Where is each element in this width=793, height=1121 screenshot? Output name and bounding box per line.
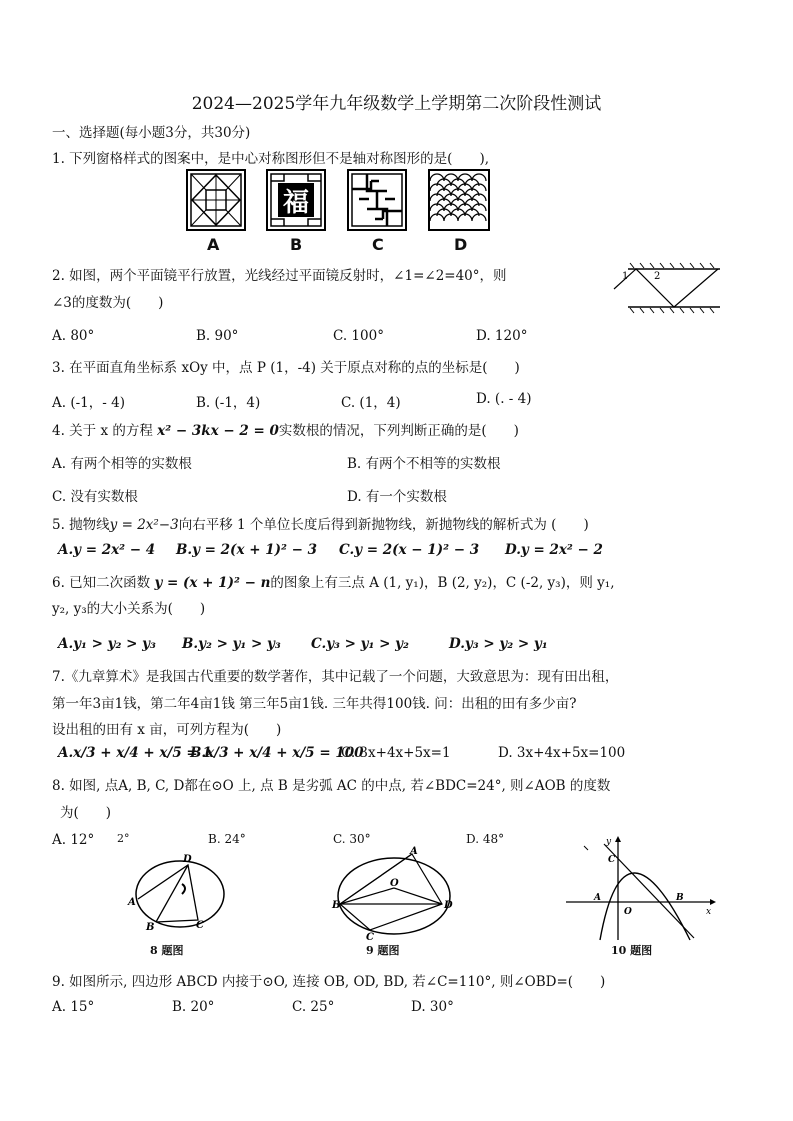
question-2-line2: ∠3的度数为( ) bbox=[52, 295, 164, 311]
q8-option-a[interactable]: A. 12° bbox=[52, 832, 95, 848]
q3-option-b[interactable]: B. (-1，4) bbox=[196, 395, 261, 411]
question-7-line1: 7.《九章算术》是我国古代重要的数学著作，其中记载了一个问题，大致意思为：现有田出租， bbox=[52, 669, 619, 685]
q7-option-b[interactable]: B.x/3 + x/4 + x/5 = 100 bbox=[190, 745, 364, 761]
question-2-line1: 2. 如图，两个平面镜平行放置，光线经过平面镜反射时，∠1=∠2=40°，则 bbox=[52, 268, 507, 284]
f9-label-b: B bbox=[332, 900, 341, 911]
q8-option-a-fragment: 2° bbox=[117, 832, 130, 845]
q5-option-b[interactable]: B.y = 2(x + 1)² − 3 bbox=[176, 542, 318, 558]
question-1-stem: 1. 下列窗格样式的图案中，是中心对称图形但不是轴对称图形的是( ), bbox=[52, 151, 489, 167]
question-7-line2: 第一年3亩1钱，第二年4亩1钱 第三年5亩1钱. 三年共得100钱. 问：出租的田有多少亩? bbox=[52, 696, 577, 712]
q4-option-b[interactable]: B. 有两个不相等的实数根 bbox=[347, 456, 501, 472]
f10-label-b: B bbox=[676, 893, 684, 903]
fu-character: 福 bbox=[282, 188, 310, 218]
q8-option-b[interactable]: B. 24° bbox=[208, 832, 246, 846]
question-5-stem bbox=[52, 513, 589, 533]
q6-option-b[interactable]: B.y₂ > y₁ > y₃ bbox=[182, 636, 281, 652]
figure-10-caption: 10 题图 bbox=[611, 944, 653, 957]
question-8-line1: 8. 如图, 点A, B, C, D都在⊙O 上, 点 B 是劣弧 AC 的中点, 若∠BDC=24°, 则∠AOB 的度数 bbox=[52, 778, 611, 794]
q5-pre: 5. 抛物线 bbox=[52, 517, 110, 533]
question-4-stem bbox=[52, 419, 519, 439]
q2-option-a[interactable]: A. 80° bbox=[52, 328, 95, 344]
q2-option-d[interactable]: D. 120° bbox=[476, 328, 528, 344]
figure-9-circle bbox=[332, 846, 457, 943]
figure-8-caption: 8 题图 bbox=[150, 944, 184, 957]
q4-pre: 4. 关于 x 的方程 bbox=[52, 423, 158, 439]
q4-option-a[interactable]: A. 有两个相等的实数根 bbox=[52, 456, 192, 472]
q2-option-c[interactable]: C. 100° bbox=[333, 328, 384, 344]
q4-equation: x² − 3kx − 2 = 0 bbox=[157, 423, 279, 439]
q2-option-b[interactable]: B. 90° bbox=[196, 328, 239, 344]
q2-angle-1: 1 bbox=[622, 271, 629, 282]
f8-label-d: D bbox=[183, 854, 192, 865]
q6-option-c[interactable]: C.y₃ > y₁ > y₂ bbox=[311, 636, 409, 652]
question-9-stem: 9. 如图所示, 四边形 ABCD 内接于⊙O, 连接 OB, OD, BD, 若∠C=110°, 则∠OBD=( ) bbox=[52, 974, 606, 990]
q6-pre: 6. 已知二次函数 bbox=[52, 575, 155, 591]
q4-option-c[interactable]: C. 没有实数根 bbox=[52, 489, 138, 505]
figure-9-caption: 9 题图 bbox=[366, 944, 400, 957]
section-heading: 一、选择题(每小题3分，共30分) bbox=[52, 125, 251, 141]
q5-option-c[interactable]: C.y = 2(x − 1)² − 3 bbox=[339, 542, 480, 558]
q4-post: 实数根的情况，下列判断正确的是( ) bbox=[278, 423, 519, 439]
q5-option-a[interactable]: A.y = 2x² − 4 bbox=[58, 542, 156, 558]
q1-pattern-c bbox=[347, 169, 407, 231]
f9-label-a: A bbox=[410, 846, 418, 857]
question-7-line3: 设出租的田有 x 亩，可列方程为( ) bbox=[52, 722, 282, 738]
q1-label-a: A bbox=[207, 235, 220, 254]
q8-option-d[interactable]: D. 48° bbox=[466, 832, 505, 846]
q1-pattern-d bbox=[428, 169, 490, 231]
q3-option-d[interactable]: D. (. - 4) bbox=[476, 391, 532, 407]
figure-8-circle bbox=[128, 852, 228, 932]
q7-option-d[interactable]: D. 3x+4x+5x=100 bbox=[498, 745, 626, 761]
f10-label-y: y bbox=[606, 837, 612, 847]
q6-option-d[interactable]: D.y₃ > y₂ > y₁ bbox=[449, 636, 548, 652]
q6-post: 的图象上有三点 A (1, y₁)，B (2, y₂)，C (-2, y₃)，则 y₁, bbox=[270, 575, 615, 591]
figure-10-parabola bbox=[566, 836, 716, 940]
q9-option-a[interactable]: A. 15° bbox=[52, 999, 95, 1015]
question-6-line2: y₂, y₃的大小关系为( ) bbox=[52, 601, 206, 617]
q4-option-d[interactable]: D. 有一个实数根 bbox=[347, 489, 447, 505]
q6-equation: y = (x + 1)² − n bbox=[154, 575, 271, 591]
f10-label-o: O bbox=[624, 907, 632, 917]
f8-label-c: C bbox=[196, 920, 204, 931]
page-title: 2024—2025学年九年级数学上学期第二次阶段性测试 bbox=[191, 94, 602, 114]
q3-option-a[interactable]: A. (-1，- 4) bbox=[52, 395, 125, 411]
f9-label-d: D bbox=[444, 900, 453, 911]
q2-angle-2: 2 bbox=[654, 271, 661, 282]
q1-label-d: D bbox=[454, 235, 468, 254]
question-3-stem: 3. 在平面直角坐标系 xOy 中，点 P (1，-4) 关于原点对称的点的坐标是( ) bbox=[52, 360, 520, 376]
q9-option-b[interactable]: B. 20° bbox=[172, 999, 215, 1015]
q1-label-b: B bbox=[290, 235, 303, 254]
q9-option-c[interactable]: C. 25° bbox=[292, 999, 335, 1015]
f10-label-a: A bbox=[594, 893, 601, 903]
q7-option-a[interactable]: A.x/3 + x/4 + x/5 = 1 bbox=[58, 745, 212, 761]
q5-equation: y = 2x²−3 bbox=[109, 517, 179, 533]
q6-option-a[interactable]: A.y₁ > y₂ > y₃ bbox=[58, 636, 156, 652]
q1-pattern-b bbox=[266, 169, 326, 231]
q5-post: 向右平移 1 个单位长度后得到新抛物线，新抛物线的解析式为 ( ) bbox=[178, 517, 589, 533]
q5-option-d[interactable]: D.y = 2x² − 2 bbox=[505, 542, 603, 558]
q1-pattern-a bbox=[186, 169, 246, 231]
q7-option-c[interactable]: C. 3x+4x+5x=1 bbox=[341, 745, 451, 761]
q1-label-c: C bbox=[372, 235, 384, 254]
q3-option-c[interactable]: C. (1，4) bbox=[341, 395, 401, 411]
f10-label-x: x bbox=[706, 907, 712, 917]
f9-label-o: O bbox=[390, 878, 399, 889]
f8-label-b: B bbox=[146, 922, 155, 933]
f9-label-c: C bbox=[366, 932, 374, 943]
q8-option-c[interactable]: C. 30° bbox=[333, 832, 371, 846]
f10-label-c: C bbox=[608, 855, 616, 865]
question-8-line2: 为( ) bbox=[60, 805, 112, 821]
f8-label-a: A bbox=[128, 897, 136, 908]
q9-option-d[interactable]: D. 30° bbox=[411, 999, 454, 1015]
question-6-stem bbox=[52, 571, 615, 591]
q2-mirror-figure bbox=[614, 263, 724, 315]
